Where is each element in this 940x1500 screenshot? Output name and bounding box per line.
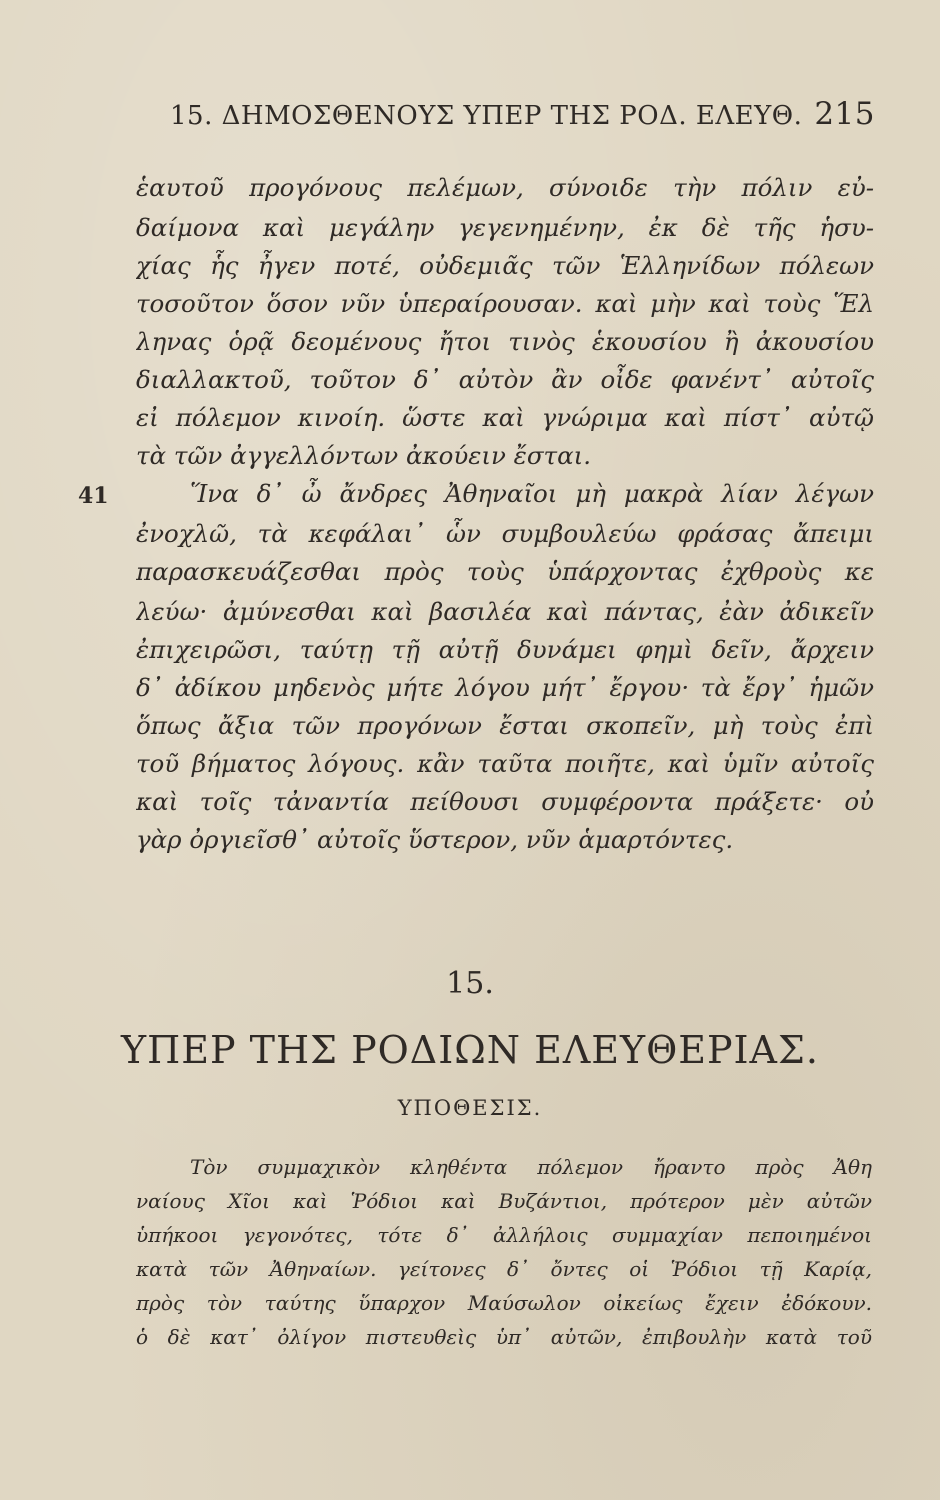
text-line: δαίμονα καὶ μεγάλην γεγενημένην, ἐκ δὲ τῆς ἡσυ- [136,213,874,242]
text-line: Ἵνα δ᾽ ὦ ἄνδρες Ἀθηναῖοι μὴ μακρὰ λίαν λέγων [190,479,874,508]
text-line: λεύω· ἀμύνεσθαι καὶ βασιλέα καὶ πάντας, ἐὰν ἀδικεῖν [136,597,874,626]
text-line: τοσοῦτον ὅσον νῦν ὑπεραίρουσαν. καὶ μὴν καὶ τοὺς Ἕλ [136,289,874,318]
running-head [170,96,875,132]
argument-line: ὑπήκοοι γεγονότες, τότε δ᾽ ἀλλήλοις συμμαχίαν πεποιημένοι [136,1223,872,1247]
text-line: διαλλακτοῦ, τοῦτον δ᾽ αὐτὸν ἂν οἶδε φανέντ᾽ αὐτοῖς [136,365,874,394]
section-marker: 41 [78,483,109,509]
text-line: χίας ἧς ἦγεν ποτέ, οὐδεμιᾶς τῶν Ἑλληνίδων πόλεων [136,251,874,280]
argument-line: πρὸς τὸν ταύτης ὕπαρχον Μαύσωλον οἰκείως ἔχειν ἐδόκουν. [136,1291,872,1315]
argument-line: ναίους Χῖοι καὶ Ῥόδιοι καὶ Βυζάντιοι, πρότερον μὲν αὐτῶν [136,1189,872,1213]
text-line: δ᾽ ἀδίκου μηδενὸς μήτε λόγου μήτ᾽ ἔργου· τὰ ἔργ᾽ ἡμῶν [136,673,874,702]
text-line: ἑαυτοῦ προγόνους πελέμων, σύνοιδε τὴν πόλιν εὐ- [136,173,874,202]
argument-line: Τὸν συμμαχικὸν κληθέντα πόλεμον ἤραντο πρὸς Ἀθη [190,1155,872,1179]
argument-line: ὁ δὲ κατ᾽ ὀλίγον πιστευθεὶς ὑπ᾽ αὐτῶν, ἐπιβουλὴν κατὰ τοῦ [136,1325,872,1349]
hypothesis-heading: ΥΠΟΘΕΣΙΣ. [397,1096,543,1120]
text-line: ἐπιχειρῶσι, ταύτῃ τῇ αὐτῇ δυνάμει φημὶ δεῖν, ἄρχειν [136,635,874,664]
text-line: ἐνοχλῶ, τὰ κεφάλαι᾽ ὧν συμβουλεύω φράσας ἄπειμι [136,519,874,548]
text-line: ὅπως ἄξια τῶν προγόνων ἔσται σκοπεῖν, μὴ τοὺς ἐπὶ [136,711,874,740]
text-line: ληνας ὁρᾷ δεομένους ἤτοι τινὸς ἑκουσίου ἢ ἀκουσίου [136,327,874,356]
argument-line: κατὰ τῶν Ἀθηναίων. γείτονες δ᾽ ὄντες οἱ Ῥόδιοι τῇ Καρίᾳ, [136,1257,872,1281]
text-line: καὶ τοῖς τἀναντία πείθουσι συμφέροντα πράξετε· οὐ [136,787,874,816]
page-number: 215 [814,96,875,132]
running-head-title: 15. ΔΗΜΟΣΘΕΝΟΥΣ ΥΠΕΡ ΤΗΣ ΡΟΔ. ΕΛΕΥΘ. [170,101,803,131]
text-line: παρασκευάζεσθαι πρὸς τοὺς ὑπάρχοντας ἐχθροὺς κε [136,557,874,586]
text-line: εἰ πόλεμον κινοίη. ὥστε καὶ γνώριμα καὶ πίστ᾽ αὐτῷ [136,403,874,432]
text-line: τὰ τῶν ἀγγελλόντων ἀκούειν ἔσται. [136,441,592,470]
text-line: τοῦ βήματος λόγους. κἂν ταῦτα ποιῆτε, καὶ ὑμῖν αὐτοῖς [136,749,874,778]
speech-title: ΥΠΕΡ ΤΗΣ ΡΟΔΙΩΝ ΕΛΕΥΘΕΡΙΑΣ. [121,1028,819,1072]
text-line: γὰρ ὀργιεῖσθ᾽ αὐτοῖς ὕστερον, νῦν ἁμαρτόντες. [136,825,734,854]
speech-number: 15. [446,966,494,1001]
